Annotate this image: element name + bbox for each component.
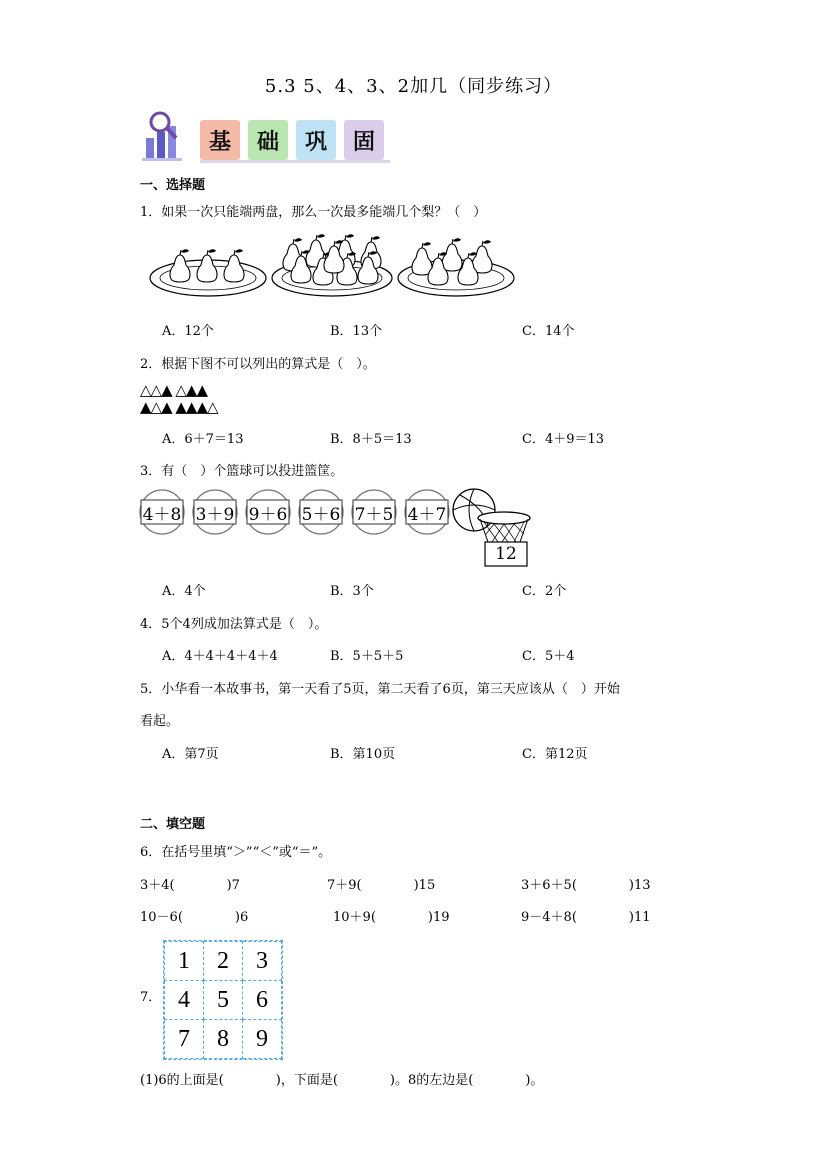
q2-triangles-row2: ▲△▲ ▲▲▲△ <box>140 398 218 416</box>
basket-number: 12 <box>495 544 517 564</box>
section-heading-choice: 一、选择题 <box>140 178 206 193</box>
q3-basketball-figure <box>138 486 538 570</box>
grid-cell: 3 <box>243 942 282 981</box>
grid-cell: 9 <box>243 1020 282 1059</box>
ball-1-label: 4＋8 <box>142 505 182 525</box>
magnifier-chart-icon <box>140 108 190 164</box>
q2-option-b[interactable]: B．8＋5＝13 <box>330 432 412 447</box>
q5-option-b[interactable]: B．第10页 <box>330 747 396 762</box>
number-grid <box>163 940 283 1060</box>
q1-text: 1．如果一次只能端两盘，那么一次最多能端几个梨？（ ） <box>140 205 487 220</box>
q5-option-a[interactable]: A．第7页 <box>162 747 219 762</box>
q3-text: 3．有（ ）个篮球可以投进篮筐。 <box>140 464 344 479</box>
grid-cell: 2 <box>204 942 243 981</box>
q5-option-c[interactable]: C．第12页 <box>522 747 588 762</box>
q6-item-6[interactable]: 9－4＋8( )11 <box>521 910 651 925</box>
grid-cell: 8 <box>204 1020 243 1059</box>
q2-triangles-row1: △△▲ △▲▲ <box>140 381 207 399</box>
q6-item-4[interactable]: 10－6( )6 <box>140 910 249 925</box>
grid-cell: 7 <box>165 1020 204 1059</box>
q3-option-a[interactable]: A．4个 <box>162 584 206 599</box>
basketball-icon <box>453 489 495 531</box>
ball-2-label: 3＋9 <box>195 505 235 525</box>
section-heading-fill: 二、填空题 <box>140 817 206 832</box>
q4-option-b[interactable]: B．5＋5＋5 <box>330 649 404 664</box>
ball-6-label: 4＋7 <box>407 505 447 525</box>
banner-tile-3: 巩 <box>296 120 336 160</box>
ball-4-label: 5＋6 <box>301 505 341 525</box>
grid-cell: 5 <box>204 981 243 1020</box>
q5-text-line1: 5．小华看一本故事书，第一天看了5页，第二天看了6页，第三天应该从（ ）开始 <box>140 682 620 697</box>
q2-option-a[interactable]: A．6＋7＝13 <box>162 432 244 447</box>
q3-option-b[interactable]: B．3个 <box>330 584 374 599</box>
q6-item-3[interactable]: 3＋6＋5( )13 <box>521 878 651 893</box>
q6-item-5[interactable]: 10＋9( )19 <box>333 910 450 925</box>
q1-option-a[interactable]: A．12个 <box>162 324 214 339</box>
q2-text: 2．根据下图不可以列出的算式是（ ）。 <box>140 357 376 372</box>
q4-option-c[interactable]: C．5＋4 <box>522 649 575 664</box>
banner-tile-1: 基 <box>200 120 240 160</box>
pear-plates-figure <box>146 234 518 302</box>
banner-tile-2: 础 <box>248 120 288 160</box>
q5-text-line2: 看起。 <box>140 714 180 729</box>
q6-item-2[interactable]: 7＋9( )15 <box>327 878 436 893</box>
q7-subquestion-1[interactable]: (1)6的上面是( )，下面是( )。8的左边是( )。 <box>140 1073 544 1088</box>
page-title: 5.3 5、4、3、2加几（同步练习） <box>264 76 563 97</box>
ball-5-label: 7＋5 <box>354 505 394 525</box>
section-banner <box>140 108 400 164</box>
q4-option-a[interactable]: A．4＋4＋4＋4＋4 <box>162 649 278 664</box>
grid-cell: 4 <box>165 981 204 1020</box>
q2-option-c[interactable]: C．4＋9＝13 <box>522 432 605 447</box>
grid-cell: 1 <box>165 942 204 981</box>
q6-item-1[interactable]: 3＋4( )7 <box>140 878 240 893</box>
grid-cell: 6 <box>243 981 282 1020</box>
q1-option-b[interactable]: B．13个 <box>330 324 383 339</box>
ball-3-label: 9＋6 <box>248 505 288 525</box>
banner-tile-4: 固 <box>344 120 384 160</box>
q4-text: 4．5个4列成加法算式是（ ）。 <box>140 617 328 632</box>
q6-text: 6．在括号里填“＞”“＜”或“＝”。 <box>140 845 332 860</box>
q1-option-c[interactable]: C．14个 <box>522 324 575 339</box>
q7-label: 7． <box>140 990 162 1005</box>
q3-option-c[interactable]: C．2个 <box>522 584 567 599</box>
